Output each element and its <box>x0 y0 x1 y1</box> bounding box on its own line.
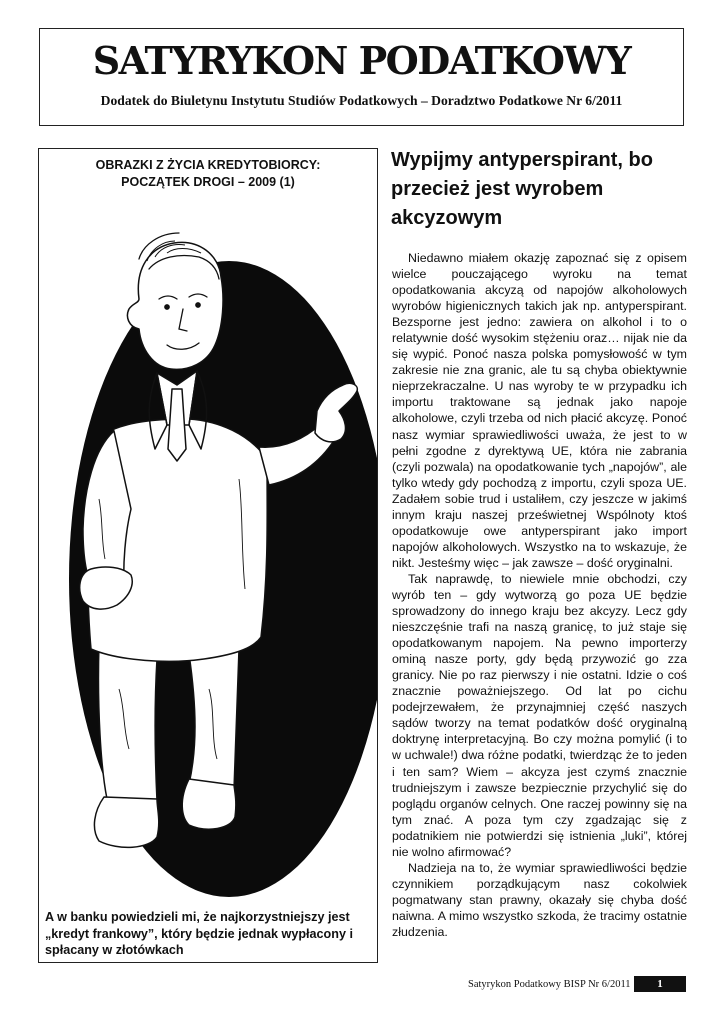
masthead-title: SATYRYKON PODATKOWY <box>92 38 631 83</box>
cartoon-illustration <box>39 149 378 963</box>
cartoon-heading <box>39 157 377 191</box>
article-paragraph: Tak naprawdę, to niewiele mnie obchodzi, czy wyrób ten – gdy wytworzą go poza UE będzie sprowadzony do innego kraju bez akcyzy. Lecz gdy nieszczęśnie trafi na naszą granicę, to już staje się opodatkowanym napojem. Na pewno importerzy ominą nasze porty, gdy będą przywozić go zza granicy. Nie po raz pierwszy i nie ostatni. Idzie o coś znacznie poważniejszego. Od lat po cichu podejrzewałem, że przynajmniej część naszych sądów tworzy na temat podatków dość oryginalną doktrynę interpretacyjną. Bo czy można pomylić (i to w uchwale!) dwa różne podatki, twierdząc że to jeden i ten sam? Wiem – akcyza jest czymś znacznie trudniejszym i zawsze bezpiecznie przychylić się do poglądu organów celnych. One raczej powinny się na tym znać. A poza tym czy zgadzając się z podatnikiem nie potwierdzi się istnienia „luki”, której nie wolno afirmować? <box>392 571 687 859</box>
article-title: Wypijmy antyperspirant, bo przecież jest wyrobem akcyzowym <box>391 149 653 229</box>
cartoon-heading-line2: POCZĄTEK DROGI – 2009 (1) <box>121 175 295 189</box>
page-number: 1 <box>634 976 686 992</box>
article-body <box>392 250 687 940</box>
footer-publication: Satyrykon Podatkowy BISP Nr 6/2011 <box>468 979 631 990</box>
cartoon-heading-line1: OBRAZKI Z ŻYCIA KREDYTOBIORCY: <box>95 158 321 172</box>
cartoon-caption: A w banku powiedzieli mi, że najkorzystniejszy jest „kredyt frankowy”, który będzie jednak wypłacony i spłacany w złotówkach <box>45 910 353 957</box>
masthead <box>39 28 684 126</box>
article-paragraph: Niedawno miałem okazję zapoznać się z opisem wielce pouczającego wyroku na temat opodatkowania akcyzą od napojów alkoholowych wyrobów higienicznych takich jak np. antyperspirant. Bezsporne jest jedno: zawiera on alkohol i to o relatywnie dość wysokim stężeniu oraz… nijak nie da się wypić. Ponoć nasza polska pomysłowość w tym zakresie nie zna granic, ale tu są chyba obiektywnie nieprzekraczalne. U nas wyroby te w przypadku ich importu traktowane są jednak jako napoje alkoholowe, czyli trzeba od nich płacić akcyzę. Ponoć nasz wymiar sprawiedliwości uważa, że jest to w pełni zgodne z dyrektywą UE, która nie zabrania (czyli pozwala) na opodatkowanie tych „napojów”, ale tylko wtedy gdy pochodzą z importu, czyli spoza UE. Zadałem sobie trud i ustaliłem, czy jeszcze w jakimś innym kraju naszej prześwietnej Wspólnoty ktoś opodatkowuje owe antyperspirant jako import napojów alkoholowych. Wszystko na to wskazuje, że nikt. Jesteśmy więc – jak zawsze – dość oryginalni. <box>392 251 687 570</box>
article-paragraph: Nadzieja na to, że wymiar sprawiedliwości będzie czynnikiem porządkującym nasz cokolwiek pogmatwany stan prawny, okazały się chyba dość naiwna. A mimo wszystko szkoda, że tracimy ostatnie złudzenia. <box>392 860 687 939</box>
cartoon-panel <box>38 148 378 963</box>
masthead-subtitle: Dodatek do Biuletynu Instytutu Studiów Podatkowych – Doradztwo Podatkowe Nr 6/2011 <box>100 93 623 108</box>
